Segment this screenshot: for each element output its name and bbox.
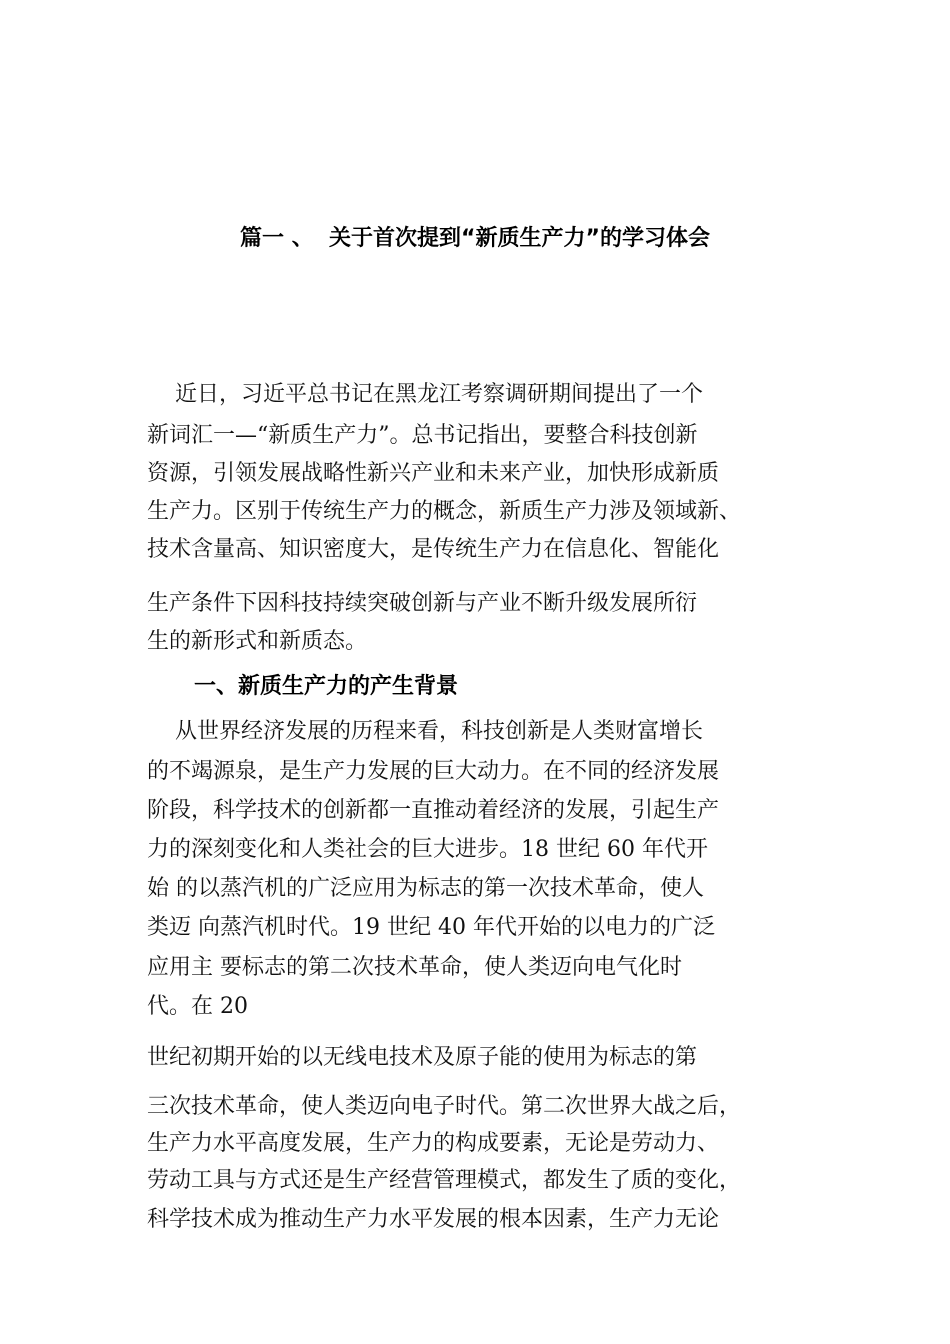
- paragraph-line: 世纪初期开始的以无线电技术及原子能的使用为标志的第: [147, 1045, 698, 1070]
- paragraph-line: 生产条件下因科技持续突破创新与产业不断升级发展所衍: [147, 591, 698, 616]
- paragraph-line: 生产力水平高度发展，生产力的构成要素，无论是劳动力、: [147, 1131, 720, 1156]
- paragraph-line: 科学技术成为推动生产力水平发展的根本因素，生产力无论: [147, 1207, 720, 1232]
- paragraph-line: 应用主 要标志的第二次技术革命，使人类迈向电气化时: [147, 955, 682, 980]
- paragraph-line: 类迈 向蒸汽机时代。19 世纪 40 年代开始的以电力的广泛: [147, 915, 715, 940]
- paragraph-line: 三次技术革命，使人类迈向电子时代。第二次世界大战之后，: [147, 1094, 742, 1119]
- paragraph-line: 从世界经济发展的历程来看，科技创新是人类财富增长: [147, 719, 703, 744]
- paragraph-line: 的不竭源泉，是生产力发展的巨大动力。在不同的经济发展: [147, 759, 720, 784]
- paragraph-line: 代。在 20: [147, 994, 248, 1019]
- paragraph-line: 阶段，科学技术的创新都一直推动着经济的发展，引起生产: [147, 798, 720, 823]
- paragraph-line: 技术含量高、知识密度大，是传统生产力在信息化、智能化: [147, 537, 720, 562]
- paragraph-line: 生的新形式和新质态。: [147, 629, 368, 654]
- paragraph-line: 近日，习近平总书记在黑龙江考察调研期间提出了一个: [147, 382, 703, 407]
- section-heading: 一、新质生产力的产生背景: [194, 674, 459, 699]
- paragraph-line: 始 的以蒸汽机的广泛应用为标志的第一次技术革命，使人: [147, 876, 704, 901]
- paragraph-line: 新词汇一—“新质生产力”。总书记指出，要整合科技创新: [147, 423, 698, 448]
- paragraph-line: 生产力。区别于传统生产力的概念，新质生产力涉及领域新、: [147, 499, 742, 524]
- paragraph-line: 劳动工具与方式还是生产经营管理模式，都发生了质的变化，: [147, 1168, 742, 1193]
- paragraph-line: 资源，引领发展战略性新兴产业和未来产业，加快形成新质: [147, 461, 720, 486]
- document-title: 篇一 、 关于首次提到“新质生产力”的学习体会: [240, 226, 710, 251]
- paragraph-line: 力的深刻变化和人类社会的巨大进步。18 世纪 60 年代开: [147, 837, 708, 862]
